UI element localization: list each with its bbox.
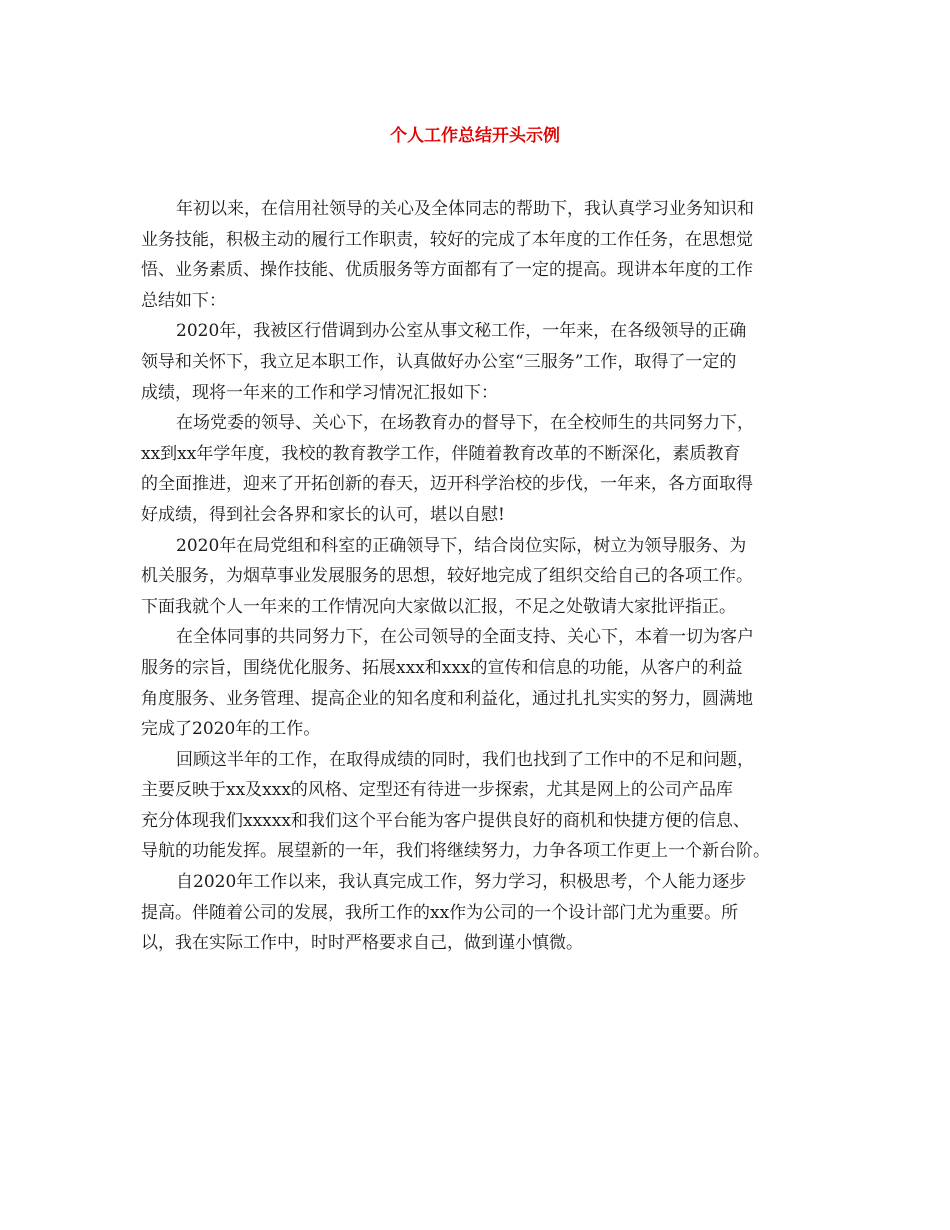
- paragraph-5: [141, 622, 821, 744]
- paragraph-2: [141, 316, 821, 408]
- paragraph-line: 角度服务、业务管理、提高企业的知名度和利益化，通过扎扎实实的努力，圆满地: [141, 688, 753, 709]
- paragraph-line: 在场党委的领导、关心下，在场教育办的督导下，在全校师生的共同努力下，: [176, 413, 754, 434]
- paragraph-line: 回顾这半年的工作，在取得成绩的同时，我们也找到了工作中的不足和问题，: [176, 749, 754, 770]
- paragraph-line: 下面我就个人一年来的工作情况向大家做以汇报，不足之处敬请大家批评指正。: [141, 596, 736, 617]
- paragraph-line: 好成绩，得到社会各界和家长的认可，堪以自慰!: [141, 504, 505, 525]
- paragraph-line: 领导和关怀下，我立足本职工作，认真做好办公室“三服务”工作，取得了一定的: [141, 351, 737, 372]
- paragraph-line: 的全面推进，迎来了开拓创新的春天，迈开科学治校的步伐，一年来，各方面取得: [141, 474, 753, 495]
- paragraph-line: 提高。伴随着公司的发展，我所工作的xx作为公司的一个设计部门尤为重要。所: [141, 902, 739, 923]
- paragraph-line: 总结如下：: [141, 290, 226, 311]
- paragraph-7: [141, 867, 821, 959]
- paragraph-line: 业务技能，积极主动的履行工作职责，较好的完成了本年度的工作任务，在思想觉: [141, 229, 753, 250]
- paragraph-6: [141, 745, 821, 867]
- paragraph-line: 充分体现我们xxxxx和我们这个平台能为客户提供良好的商机和快捷方便的信息、: [141, 810, 750, 831]
- paragraph-line: 成绩，现将一年来的工作和学习情况汇报如下：: [141, 382, 498, 403]
- document-title: 个人工作总结开头示例: [390, 126, 560, 146]
- paragraph-line: xx到xx年学年度，我校的教育教学工作，伴随着教育改革的不断深化，素质教育: [141, 443, 741, 464]
- paragraph-line: 以，我在实际工作中，时时严格要求自己，做到谨小慎微。: [141, 933, 583, 954]
- document-body: [141, 194, 821, 959]
- paragraph-line: 在全体同事的共同努力下，在公司领导的全面支持、关心下，本着一切为客户: [176, 627, 754, 648]
- paragraph-line: 年初以来，在信用社领导的关心及全体同志的帮助下，我认真学习业务知识和: [176, 199, 754, 219]
- paragraph-line: 机关服务，为烟草事业发展服务的思想，较好地完成了组织交给自己的各项工作。: [141, 566, 753, 587]
- paragraph-line: 服务的宗旨，围绕优化服务、拓展xxx和xxx的宣传和信息的功能，从客户的利益: [141, 657, 743, 678]
- paragraph-line: 完成了2020年的工作。: [141, 719, 321, 740]
- paragraph-1: [141, 194, 821, 316]
- paragraph-line: 主要反映于xx及xxx的风格、定型还有待进一步探索，尤其是网上的公司产品库: [141, 780, 733, 801]
- paragraph-line: 悟、业务素质、操作技能、优质服务等方面都有了一定的提高。现讲本年度的工作: [141, 260, 753, 281]
- paragraph-line: 自2020年工作以来，我认真完成工作，努力学习，积极思考，个人能力逐步: [176, 872, 747, 893]
- paragraph-line: 2020年在局党组和科室的正确领导下，结合岗位实际，树立为领导服务、为: [176, 535, 747, 556]
- paragraph-4: [141, 531, 821, 623]
- paragraph-line: 2020年，我被区行借调到办公室从事文秘工作，一年来，在各级领导的正确: [176, 321, 747, 342]
- paragraph-3: [141, 408, 821, 530]
- paragraph-line: 导航的功能发挥。展望新的一年，我们将继续努力，力争各项工作更上一个新台阶。: [141, 841, 770, 862]
